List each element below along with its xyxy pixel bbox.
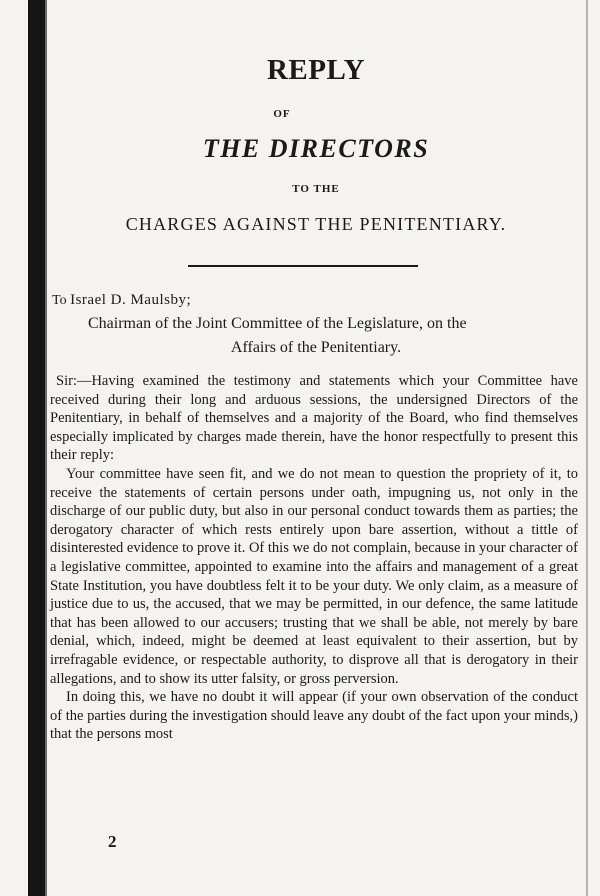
page-number: 2 bbox=[108, 832, 117, 851]
addressee bbox=[52, 292, 191, 309]
paragraph: Sir:—Having examined the testimony and statements which your Committee have received during their long and arduous sessions, the undersigned Directors of the Penitentiary, in behalf of themselves and a majority of the Board, who find themselves especially implicated by charges made therein, have the honor respectfully to present this their reply: bbox=[50, 373, 578, 464]
addressee-title-line-2: Affairs of the Penitentiary. bbox=[230, 339, 402, 356]
title-of: OF bbox=[273, 108, 291, 120]
page-title: REPLY bbox=[266, 54, 366, 86]
paragraph: In doing this, we have no doubt it will appear (if your own observation of the conduct of the parties during the investigation should leave any doubt of the fact upon your minds,) that the persons most bbox=[50, 689, 578, 743]
addressee-title-line-1: Chairman of the Joint Committee of the Legislature, on the bbox=[88, 315, 467, 332]
spine-edge bbox=[45, 0, 47, 896]
paragraph: Your committee have seen fit, and we do not mean to question the propriety of it, to receive the statements of certain persons under oath, impugning us, not only in the discharge of our public duty, but also in our personal conduct towards them as parties; the derogatory character of which rests entirely upon bare assertion, without a tittle of disinterested evidence to prove it. Of this we do not complain, because in your character of a legislative committee, appointed to examine into the affairs and management of a great State Institution, you have doubtless felt it to be your duty. We only claim, as a measure of justice due to us, the accused, that we may be permitted, in our defence, the same latitude that has been allowed to our accusers; trusting that we shall be able, not merely by bare denial, which, indeed, might be deemed at least equivalent to their assertion, but by irrefragable evidence, or respectable authority, to disprove all that is derogatory in their allegations, and to show its utter falsity, or gross perversion. bbox=[50, 465, 578, 687]
book-spine-shadow bbox=[28, 0, 45, 896]
addressee-prefix: To bbox=[52, 293, 71, 308]
document-page bbox=[48, 0, 584, 896]
addressee-name: Israel D. Maulsby; bbox=[70, 292, 192, 308]
title-directors: THE DIRECTORS bbox=[202, 134, 430, 163]
letter-body bbox=[50, 372, 578, 744]
title-to-the: TO THE bbox=[292, 183, 340, 195]
page-edge bbox=[586, 0, 588, 896]
title-charges: CHARGES AGAINST THE PENITENTIARY. bbox=[125, 214, 507, 234]
title-divider bbox=[188, 265, 418, 267]
